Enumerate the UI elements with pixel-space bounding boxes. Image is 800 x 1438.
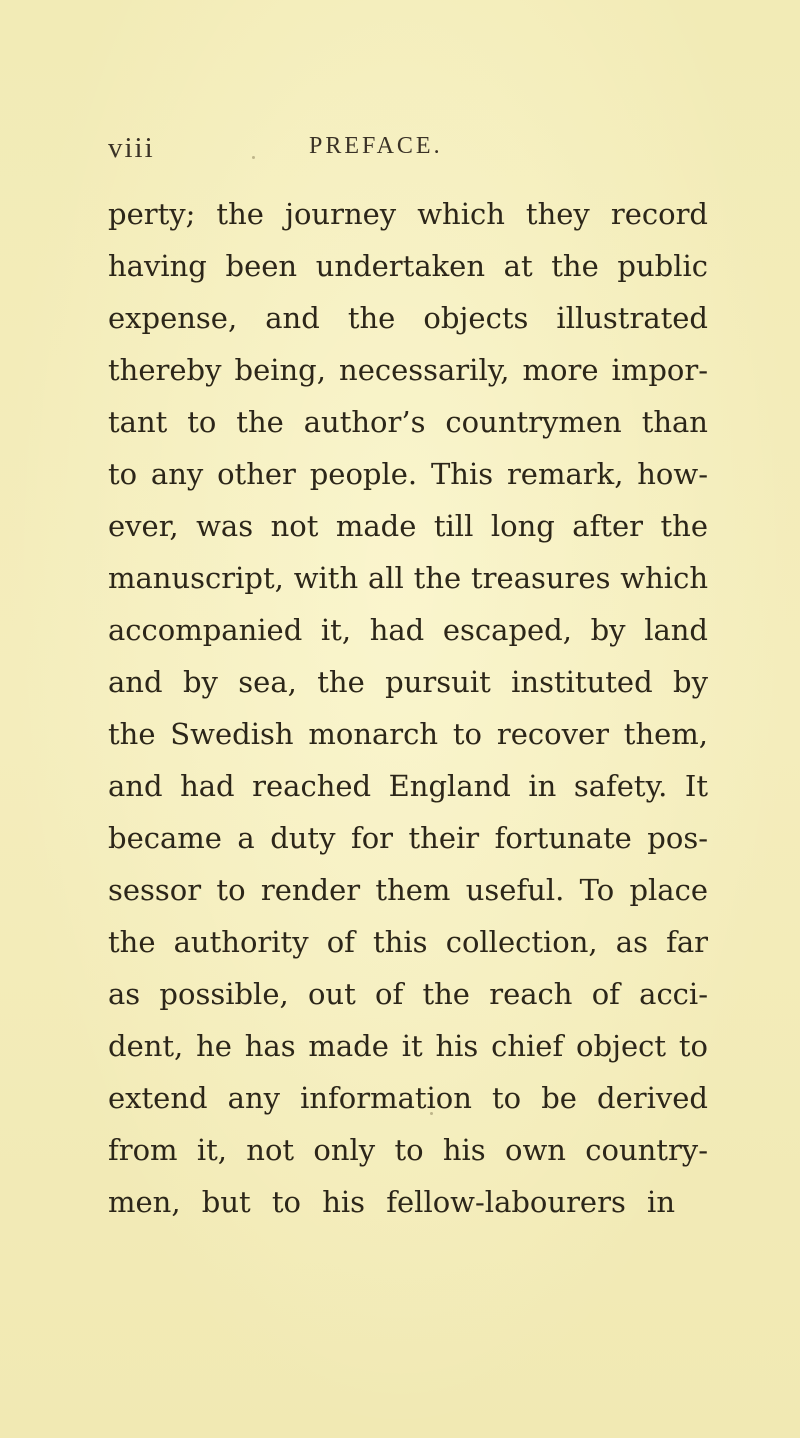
text-line: tant to the author’s countrymen than <box>108 405 708 439</box>
paper-speck <box>430 1112 433 1115</box>
text-line: having been undertaken at the public <box>108 249 708 283</box>
text-line: became a duty for their fortunate pos- <box>108 821 708 855</box>
body-text <box>108 188 708 1228</box>
text-line: men, but to his fellow-labourers in <box>108 1185 676 1219</box>
text-line: the Swedish monarch to recover them, <box>108 717 708 751</box>
text-line: to any other people. This remark, how- <box>108 457 708 491</box>
text-line: and had reached England in safety. It <box>108 769 708 803</box>
paper-speck <box>252 156 255 159</box>
text-line: dent, he has made it his chief object to <box>108 1029 708 1063</box>
text-line: accompanied it, had escaped, by land <box>108 613 708 647</box>
text-line: the authority of this collection, as far <box>108 925 708 959</box>
text-line: ever, was not made till long after the <box>108 509 708 543</box>
text-line: perty; the journey which they record <box>108 197 708 231</box>
text-line: manuscript, with all the treasures which <box>108 561 708 595</box>
text-line: expense, and the objects illustrated <box>108 301 708 335</box>
text-line: extend any information to be derived <box>108 1081 708 1115</box>
text-line: and by sea, the pursuit instituted by <box>108 665 708 699</box>
paper-speck <box>270 480 273 483</box>
text-line: thereby being, necessarily, more impor- <box>108 353 708 387</box>
running-title: PREFACE. <box>309 133 443 159</box>
text-line: from it, not only to his own country- <box>108 1133 708 1167</box>
text-line: sessor to render them useful. To place <box>108 873 708 907</box>
running-head <box>108 132 668 172</box>
page-number: viii <box>108 132 155 164</box>
text-line: as possible, out of the reach of acci- <box>108 977 708 1011</box>
